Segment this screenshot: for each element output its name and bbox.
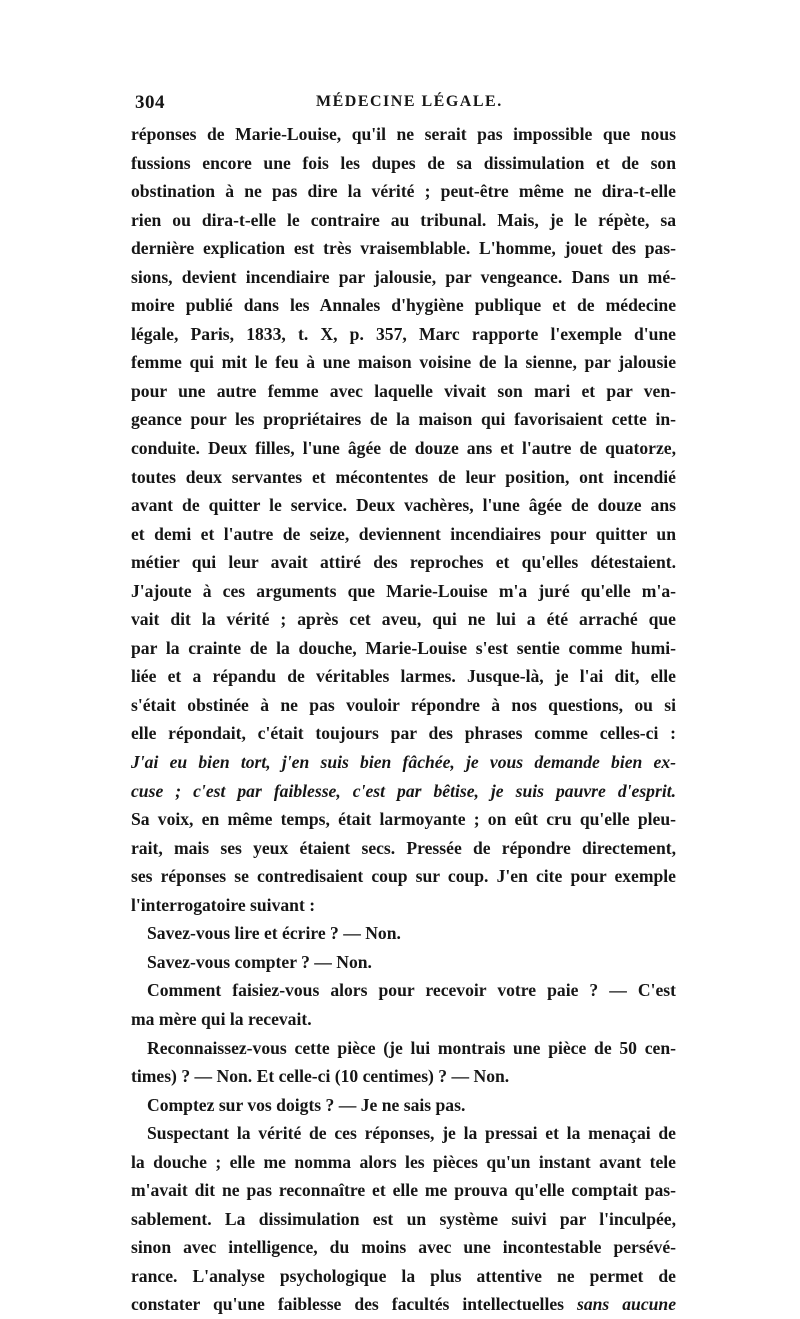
interrogatory-line: Savez-vous compter ? — Non.: [147, 951, 372, 972]
interrogatory-line: ma mère qui la recevait.: [131, 1008, 312, 1029]
quoted-speech-line: cuse ; c'est par faiblesse, c'est par bêtise, je suis pauvre d'esprit.: [131, 780, 676, 801]
page-number: 304: [135, 92, 165, 113]
text-line: Suspectant la vérité de ces réponses, je la pressai et la menaçai de: [147, 1123, 676, 1144]
quoted-speech-line: J'ai eu bien tort, j'en suis bien fâchée, je vous demande bien ex-: [131, 752, 676, 773]
text-line: pour une autre femme avec laquelle vivait son mari et par ven-: [131, 380, 676, 401]
text-line: vait dit la vérité ; après cet aveu, qui ne lui a été arraché que: [131, 609, 676, 630]
text-line: rance. L'analyse psychologique la plus attentive ne permet de: [131, 1265, 676, 1286]
final-line-text: constater qu'une faiblesse des facultés intellectuelles: [131, 1294, 564, 1315]
text-line: elle répondait, c'était toujours par des phrases comme celles-ci :: [131, 723, 676, 744]
interrogatory-line: Reconnaissez-vous cette pièce (je lui montrais une pièce de 50 cen-: [147, 1037, 676, 1058]
interrogatory-line: Comptez sur vos doigts ? — Je ne sais pas.: [147, 1094, 466, 1115]
interrogatory-line: Savez-vous lire et écrire ? — Non.: [147, 923, 401, 944]
text-line: s'était obstinée à ne pas vouloir répondre à nos questions, ou si: [131, 694, 676, 715]
text-line: geance pour les propriétaires de la maison qui favorisaient cette in-: [131, 409, 676, 430]
text-line: sablement. La dissimulation est un système suivi par l'inculpée,: [131, 1208, 676, 1229]
final-line-italic: sans aucune: [576, 1294, 676, 1315]
text-line: sinon avec intelligence, du moins avec une incontestable persévé-: [131, 1237, 676, 1258]
text-line: moire publié dans les Annales d'hygiène publique et de médecine: [131, 295, 676, 316]
text-line: Sa voix, en même temps, était larmoyante ; on eût cru qu'elle pleu-: [131, 809, 676, 830]
text-line: femme qui mit le feu à une maison voisine de la sienne, par jalousie: [131, 352, 676, 373]
page-header: [131, 92, 676, 120]
text-line: métier qui leur avait attiré des reproches et qu'elles détestaient.: [131, 552, 676, 573]
text-line: m'avait dit ne pas reconnaître et elle me prouva qu'elle comptait pas-: [131, 1180, 676, 1201]
text-line: conduite. Deux filles, l'une âgée de douze ans et l'autre de quatorze,: [131, 438, 676, 459]
text-line: avant de quitter le service. Deux vachères, l'une âgée de douze ans: [131, 495, 676, 516]
text-line: l'interrogatoire suivant :: [131, 894, 316, 915]
text-line: J'ajoute à ces arguments que Marie-Louise m'a juré qu'elle m'a-: [131, 580, 676, 601]
text-line: réponses de Marie-Louise, qu'il ne serait pas impossible que nous: [131, 124, 676, 144]
text-line: dernière explication est très vraisemblable. L'homme, jouet des pas-: [131, 238, 676, 259]
text-line: fussions encore une fois les dupes de sa dissimulation et de son: [131, 152, 676, 173]
book-page: [131, 92, 676, 1319]
text-line: ses réponses se contredisaient coup sur coup. J'en cite pour exemple: [131, 866, 676, 887]
running-title: MÉDECINE LÉGALE.: [316, 93, 503, 110]
text-line: légale, Paris, 1833, t. X, p. 357, Marc rapporte l'exemple d'une: [131, 323, 676, 344]
text-line: toutes deux servantes et mécontentes de leur position, ont incendié: [131, 466, 676, 487]
text-line: rait, mais ses yeux étaient secs. Pressée de répondre directement,: [131, 837, 676, 858]
text-line: la douche ; elle me nomma alors les pièces qu'un instant avant tele: [131, 1151, 676, 1172]
text-line: rien ou dira-t-elle le contraire au tribunal. Mais, je le répète, sa: [131, 209, 676, 230]
text-line: sions, devient incendiaire par jalousie, par vengeance. Dans un mé-: [131, 266, 676, 287]
text-line: par la crainte de la douche, Marie-Louise s'est sentie comme humi-: [131, 637, 676, 658]
interrogatory-line: Comment faisiez-vous alors pour recevoir votre paie ? — C'est: [147, 980, 676, 1001]
interrogatory-line: times) ? — Non. Et celle-ci (10 centimes) ? — Non.: [131, 1066, 510, 1087]
body-text: [131, 120, 676, 1319]
text-line: obstination à ne pas dire la vérité ; peut-être même ne dira-t-elle: [131, 181, 676, 202]
text-line: [131, 1290, 676, 1319]
text-line: liée et a répandu de véritables larmes. Jusque-là, je l'ai dit, elle: [131, 666, 676, 687]
text-line: et demi et l'autre de seize, deviennent incendiaires pour quitter un: [131, 523, 676, 544]
